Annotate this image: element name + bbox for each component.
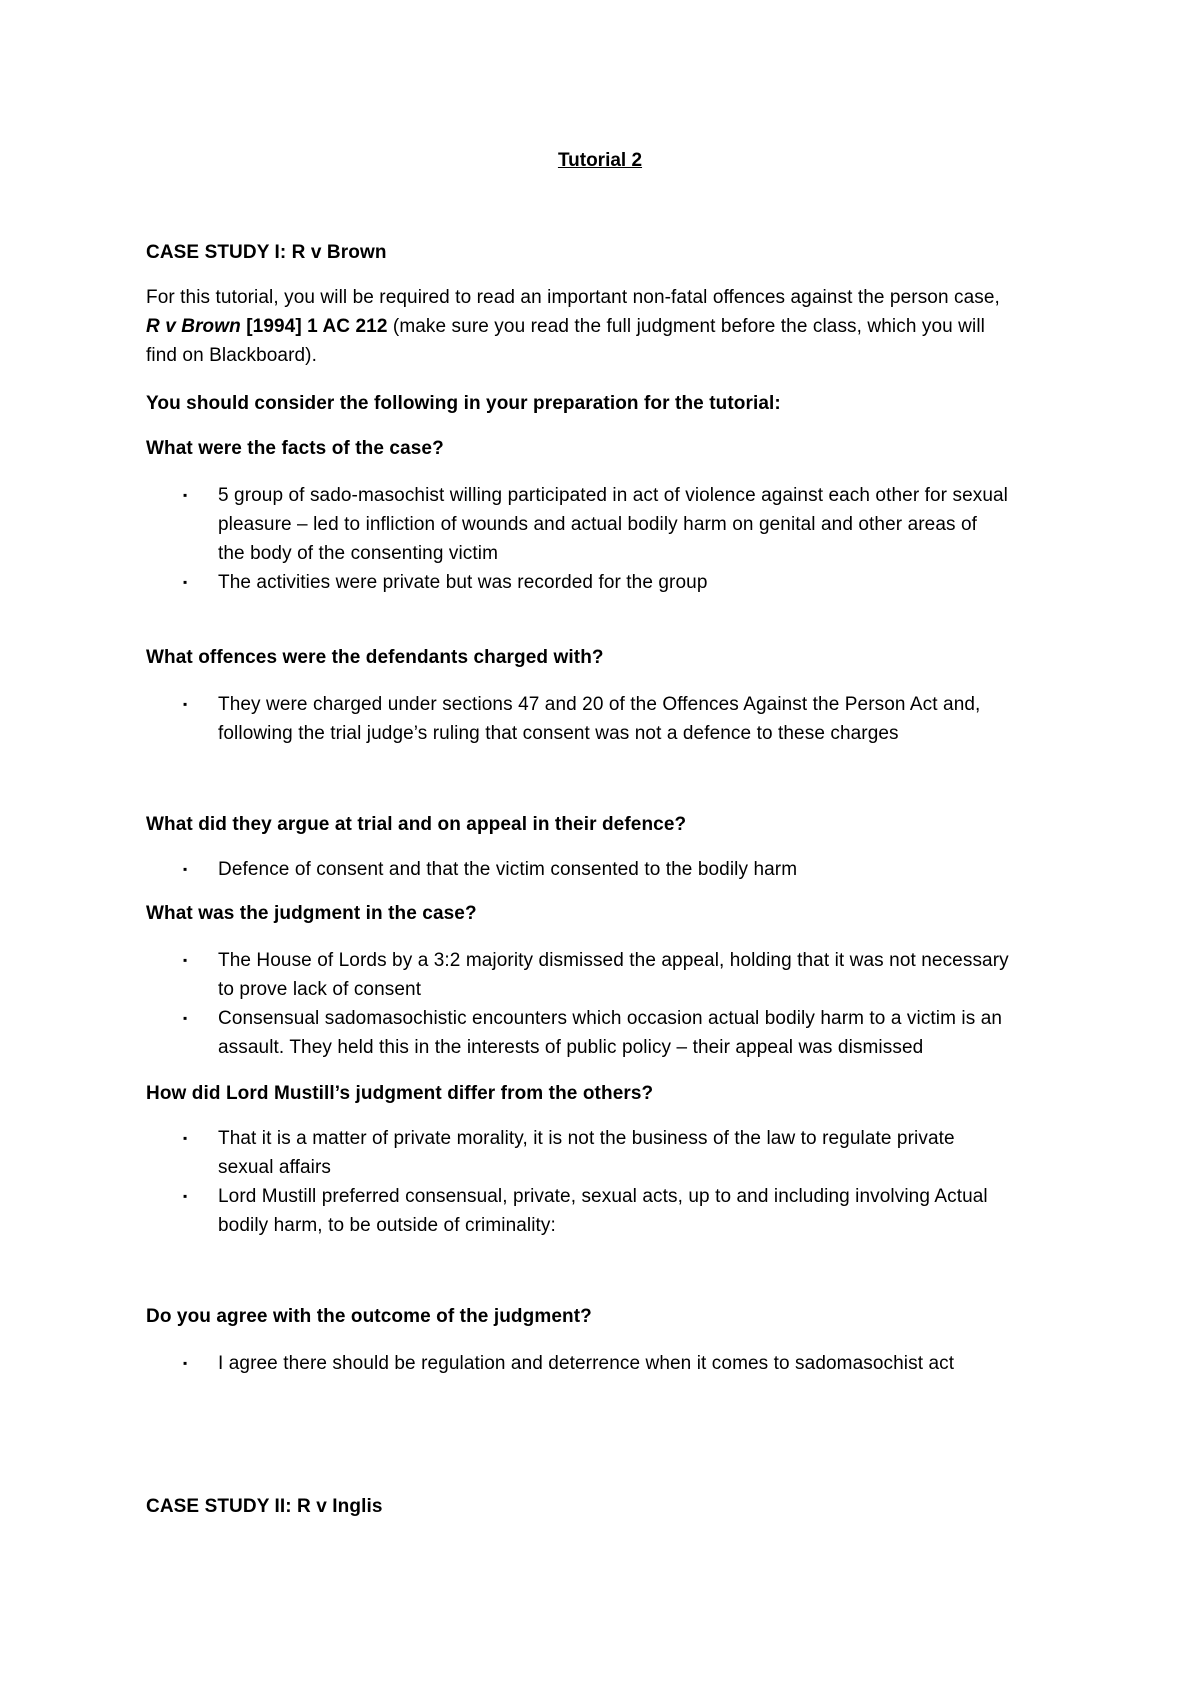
case-citation-ref: [1994] 1 AC 212 (240, 316, 388, 337)
question-mustill: How did Lord Mustill’s judgment differ from the others? (146, 1083, 654, 1104)
page-title (0, 146, 1200, 175)
list-item: Consensual sadomasochistic encounters which occasion actual bodily harm to a victim is an (218, 1008, 1003, 1029)
intro-line-2-rest: (make sure you read the full judgment before the class, which you will (387, 316, 985, 337)
case-citation-name: R v Brown (146, 316, 241, 337)
list-item: I agree there should be regulation and deterrence when it comes to sadomasochist act (218, 1353, 955, 1374)
list-item-continuation: pleasure – led to infliction of wounds and actual bodily harm on genital and other areas of (218, 514, 978, 535)
question-outcome: Do you agree with the outcome of the judgment? (146, 1306, 592, 1327)
intro-line-1: For this tutorial, you will be required to read an important non-fatal offences against the person case, (146, 287, 1000, 308)
list-item: The House of Lords by a 3:2 majority dismissed the appeal, holding that it was not necessary (218, 950, 1009, 971)
intro-line-3: find on Blackboard). (146, 345, 317, 366)
list-item-continuation: sexual affairs (218, 1157, 331, 1178)
consider-heading: You should consider the following in your preparation for the tutorial: (146, 393, 781, 414)
list-item-continuation: bodily harm, to be outside of criminality: (218, 1215, 556, 1236)
list-item-continuation: the body of the consenting victim (218, 543, 499, 564)
list-item: Defence of consent and that the victim consented to the bodily harm (218, 859, 798, 880)
list-item-continuation: to prove lack of consent (218, 979, 422, 1000)
bullet-icon: ▪ (183, 575, 188, 589)
bullet-icon: ▪ (183, 862, 188, 876)
bullet-icon: ▪ (183, 488, 188, 502)
list-item: 5 group of sado-masochist willing participated in act of violence against each other for sexual (218, 485, 1008, 506)
question-offences: What offences were the defendants charged with? (146, 647, 604, 668)
question-judgment: What was the judgment in the case? (146, 903, 477, 924)
intro-line-2 (146, 312, 985, 341)
bullet-icon: ▪ (183, 697, 188, 711)
bullet-icon: ▪ (183, 1189, 188, 1203)
case-study-1-heading: CASE STUDY I: R v Brown (146, 242, 387, 263)
list-item-continuation: following the trial judge’s ruling that consent was not a defence to these charges (218, 723, 899, 744)
list-item: That it is a matter of private morality, it is not the business of the law to regulate private (218, 1128, 955, 1149)
question-defence: What did they argue at trial and on appeal in their defence? (146, 814, 687, 835)
list-item: The activities were private but was recorded for the group (218, 572, 708, 593)
case-study-2-heading: CASE STUDY II: R v Inglis (146, 1496, 383, 1517)
page-title-text: Tutorial 2 (557, 150, 643, 171)
bullet-icon: ▪ (183, 1131, 188, 1145)
bullet-icon: ▪ (183, 953, 188, 967)
bullet-icon: ▪ (183, 1356, 188, 1370)
list-item: They were charged under sections 47 and 20 of the Offences Against the Person Act and, (218, 694, 981, 715)
list-item-continuation: assault. They held this in the interests of public policy – their appeal was dismissed (218, 1037, 924, 1058)
list-item: Lord Mustill preferred consensual, private, sexual acts, up to and including involving Actual (218, 1186, 988, 1207)
bullet-icon: ▪ (183, 1011, 188, 1025)
question-facts: What were the facts of the case? (146, 438, 444, 459)
